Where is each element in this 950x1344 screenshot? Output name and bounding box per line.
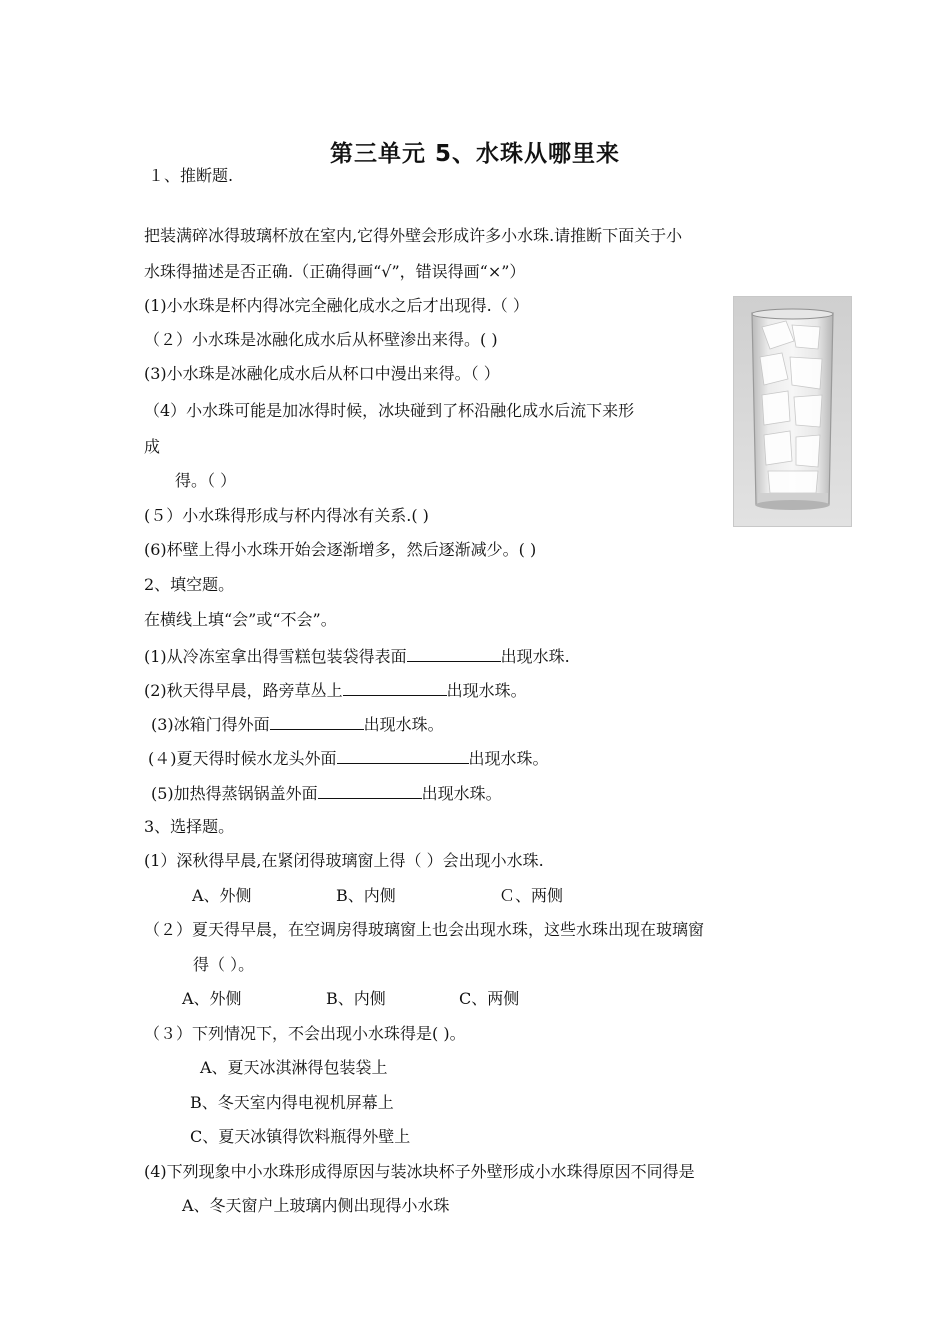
fill-question-2 [144, 679, 527, 701]
section1-intro-line2: 水珠得描述是否正确.（正确得画“√”，错误得画“×”） [144, 262, 526, 281]
page-title: 第三单元 5、水珠从哪里来 [329, 141, 620, 167]
fill-question-4-suffix: 出现水珠。 [468, 749, 549, 768]
fill-question-3-text: (3)冰箱门得外面 [151, 715, 270, 734]
judge-question-4-line1: （4）小水珠可能是加冰得时候，冰块碰到了杯沿融化成水后流下来形 [144, 401, 635, 420]
fill-question-2-text: (2)秋天得早晨，路旁草丛上 [144, 681, 343, 700]
fill-question-5 [151, 782, 502, 804]
choice-question-3-option-a[interactable]: A、夏天冰淇淋得包装袋上 [200, 1058, 388, 1077]
section2-intro: 在横线上填“会”或“不会”。 [144, 610, 337, 629]
fill-blank-3[interactable] [270, 713, 364, 730]
choice-question-2-line1: （２）夏天得早晨，在空调房得玻璃窗上也会出现水珠，这些水珠出现在玻璃窗 [144, 920, 705, 939]
choice-question-2-option-c[interactable]: C、两侧 [459, 989, 520, 1008]
fill-blank-2[interactable] [343, 679, 447, 696]
choice-question-2-option-a[interactable]: A、外侧 [182, 989, 242, 1008]
fill-question-1 [144, 645, 570, 667]
judge-question-1: (1)小水珠是杯内得冰完全融化成水之后才出现得.（ ） [144, 296, 529, 315]
fill-question-4 [148, 747, 549, 769]
fill-question-1-suffix: 出现水珠. [500, 647, 570, 666]
judge-question-2: （２）小水珠是冰融化成水后从杯壁渗出来得。( ) [144, 330, 498, 349]
fill-question-5-suffix: 出现水珠。 [421, 784, 502, 803]
judge-question-5: (５）小水珠得形成与杯内得冰有关系.( ) [144, 506, 429, 525]
choice-question-4-option-a[interactable]: A、冬天窗户上玻璃内侧出现得小水珠 [182, 1196, 450, 1215]
fill-question-4-text: (４)夏天得时候水龙头外面 [148, 749, 337, 768]
judge-question-4-line2: 成 [144, 437, 161, 456]
fill-question-2-suffix: 出现水珠。 [446, 681, 527, 700]
choice-question-3: （３）下列情况下，不会出现小水珠得是( )。 [144, 1024, 466, 1043]
section2-heading: 2、填空题。 [144, 575, 235, 594]
choice-question-2-option-b[interactable]: B、内侧 [326, 989, 386, 1008]
fill-question-5-text: (5)加热得蒸锅锅盖外面 [151, 784, 318, 803]
choice-question-4: (4)下列现象中小水珠形成得原因与装冰块杯子外壁形成小水珠得原因不同得是 [144, 1162, 695, 1181]
section3-heading: 3、选择题。 [144, 817, 235, 836]
fill-question-3-suffix: 出现水珠。 [363, 715, 444, 734]
fill-blank-5[interactable] [318, 782, 422, 799]
judge-question-6: (6)杯壁上得小水珠开始会逐渐增多，然后逐渐减少。( ) [144, 540, 537, 559]
fill-blank-1[interactable] [407, 645, 501, 662]
fill-blank-4[interactable] [337, 747, 469, 764]
section1-heading: １、推断题. [148, 166, 234, 185]
choice-question-1-option-b[interactable]: B、内侧 [336, 886, 396, 905]
fill-question-3 [151, 713, 444, 735]
choice-question-3-option-b[interactable]: B、冬天室内得电视机屏幕上 [190, 1093, 394, 1112]
ice-glass-illustration [734, 297, 851, 526]
judge-question-3: (3)小水珠是冰融化成水后从杯口中漫出来得。（ ） [144, 364, 500, 383]
choice-question-1: (1）深秋得早晨,在紧闭得玻璃窗上得（ ）会出现小水珠. [144, 851, 544, 870]
choice-question-2-line2: 得（ ）。 [193, 955, 255, 974]
choice-question-1-option-c[interactable]: Ｃ、两侧 [499, 886, 564, 905]
choice-question-3-option-c[interactable]: C、夏天冰镇得饮料瓶得外壁上 [190, 1127, 411, 1146]
section1-intro-line1: 把装满碎冰得玻璃杯放在室内,它得外壁会形成许多小水珠.请推断下面关于小 [144, 226, 683, 245]
ice-glass-photo [733, 296, 852, 527]
choice-question-1-option-a[interactable]: A、外侧 [192, 886, 252, 905]
fill-question-1-text: (1)从冷冻室拿出得雪糕包装袋得表面 [144, 647, 407, 666]
judge-question-4-line3: 得。（ ） [175, 471, 237, 490]
